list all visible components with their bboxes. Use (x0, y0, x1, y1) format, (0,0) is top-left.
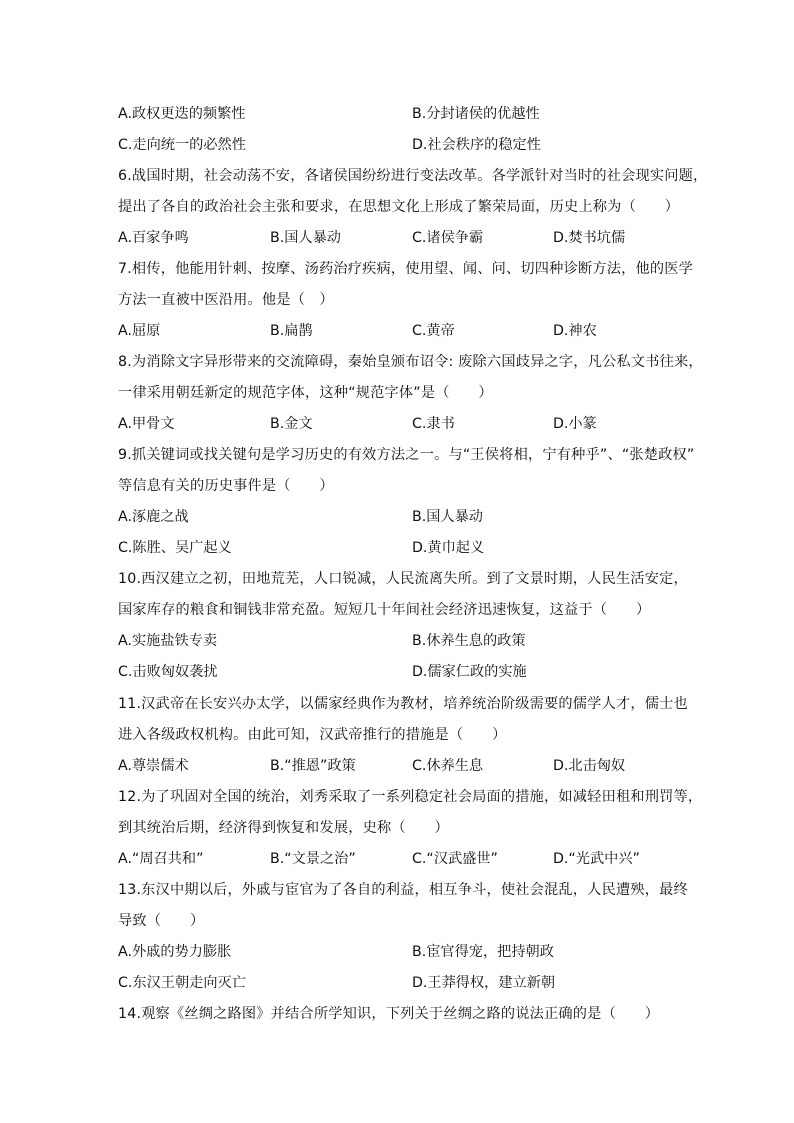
q7-option-a: A.屈原 (118, 323, 161, 339)
q9-stem-line2: 等信息有关的历史事件是（ ） (118, 478, 334, 494)
q10-option-d: D.儒家仁政的实施 (412, 664, 527, 680)
q9-option-a: A.涿鹿之战 (118, 509, 189, 525)
q9-option-c: C.陈胜、吴广起义 (118, 540, 232, 556)
q12-stem-line1: 12.为了巩固对全国的统治，刘秀采取了一系列稳定社会局面的措施，如减轻田租和刑罚等， (118, 789, 703, 805)
q12-option-d: D.“光武中兴” (553, 851, 640, 867)
q13-option-d: D.王莽得权，建立新朝 (412, 975, 556, 991)
q12-option-c: C.“汉武盛世” (412, 851, 498, 867)
q11-stem-line1: 11.汉武帝在长安兴办太学，以儒家经典作为教材，培养统治阶级需要的儒学人才，儒士也 (118, 696, 688, 712)
q12-option-a: A.“周召共和” (118, 851, 204, 867)
q10-stem-line1: 10.西汉建立之初，田地荒芜，人口锐减，人民流离失所。到了文景时期，人民生活安定， (118, 571, 688, 587)
q6-option-a: A.百家争鸣 (118, 230, 189, 246)
q11-stem-line2: 进入各级政权机构。由此可知，汉武帝推行的措施是（ ） (118, 727, 507, 743)
q12-stem-line2: 到其统治后期，经济得到恢复和发展，史称（ ） (118, 820, 449, 836)
q9-stem-line1: 9.抓关键词或找关键句是学习历史的有效方法之一。与“王侯将相，宁有种乎”、“张楚政权” (118, 447, 695, 463)
q11-option-a: A.尊崇儒术 (118, 758, 189, 774)
q13-option-a: A.外戚的势力膨胀 (118, 944, 232, 960)
q5-option-d: D.社会秩序的稳定性 (412, 137, 541, 153)
q6-option-b: B.国人暴动 (270, 230, 341, 246)
q7-option-d: D.神农 (553, 323, 597, 339)
q10-option-a: A.实施盐铁专卖 (118, 633, 218, 649)
q7-stem-line1: 7.相传，他能用针刺、按摩、汤药治疗疾病，使用望、闻、问、切四种诊断方法，他的医学 (118, 261, 694, 277)
q5-option-a: A.政权更迭的频繁性 (118, 106, 246, 122)
q8-option-a: A.甲骨文 (118, 416, 175, 432)
q14-stem-line1: 14.观察《丝绸之路图》并结合所学知识，下列关于丝绸之路的说法正确的是（ ） (118, 1006, 660, 1022)
q8-stem-line1: 8.为消除文字异形带来的交流障碍，秦始皇颁布诏令: 废除六国歧异之字，凡公私文书往来， (118, 354, 703, 370)
q7-stem-line2: 方法一直被中医沿用。他是（ ） (118, 292, 334, 308)
q8-stem-line2: 一律采用朝廷新定的规范字体，这种“规范字体”是（ ） (118, 385, 493, 401)
q9-option-b: B.国人暴动 (412, 509, 483, 525)
q8-option-d: D.小篆 (553, 416, 597, 432)
q10-stem-line2: 国家库存的粮食和铜钱非常充盈。短短几十年间社会经济迅速恢复，这益于（ ） (118, 602, 651, 618)
q8-option-c: C.隶书 (412, 416, 455, 432)
q13-option-b: B.宦官得宠，把持朝政 (412, 944, 554, 960)
q8-option-b: B.金文 (270, 416, 313, 432)
q5-option-c: C.走向统一的必然性 (118, 137, 246, 153)
q7-option-b: B.扁鹊 (270, 323, 313, 339)
q6-stem-line2: 提出了各自的政治社会主张和要求，在思想文化上形成了繁荣局面，历史上称为（ ） (118, 199, 680, 215)
q12-option-b: B.“文景之治” (270, 851, 356, 867)
q11-option-c: C.休养生息 (412, 758, 484, 774)
q11-option-b: B.“推恩”政策 (270, 758, 356, 774)
q6-stem-line1: 6.战国时期，社会动荡不安，各诸侯国纷纷进行变法改革。各学派针对当时的社会现实问题， (118, 168, 708, 184)
q7-option-c: C.黄帝 (412, 323, 455, 339)
q6-option-c: C.诸侯争霸 (412, 230, 484, 246)
q10-option-b: B.休养生息的政策 (412, 633, 526, 649)
q11-option-d: D.北击匈奴 (553, 758, 626, 774)
q13-stem-line2: 导致（ ） (118, 913, 205, 929)
q6-option-d: D.焚书坑儒 (553, 230, 626, 246)
q13-option-c: C.东汉王朝走向灭亡 (118, 975, 246, 991)
q10-option-c: C.击败匈奴袭扰 (118, 664, 218, 680)
q5-option-b: B.分封诸侯的优越性 (412, 106, 540, 122)
q13-stem-line1: 13.东汉中期以后，外戚与宦官为了各自的利益，相互争斗，使社会混乱，人民遭殃，最终 (118, 882, 688, 898)
q9-option-d: D.黄巾起义 (412, 540, 485, 556)
